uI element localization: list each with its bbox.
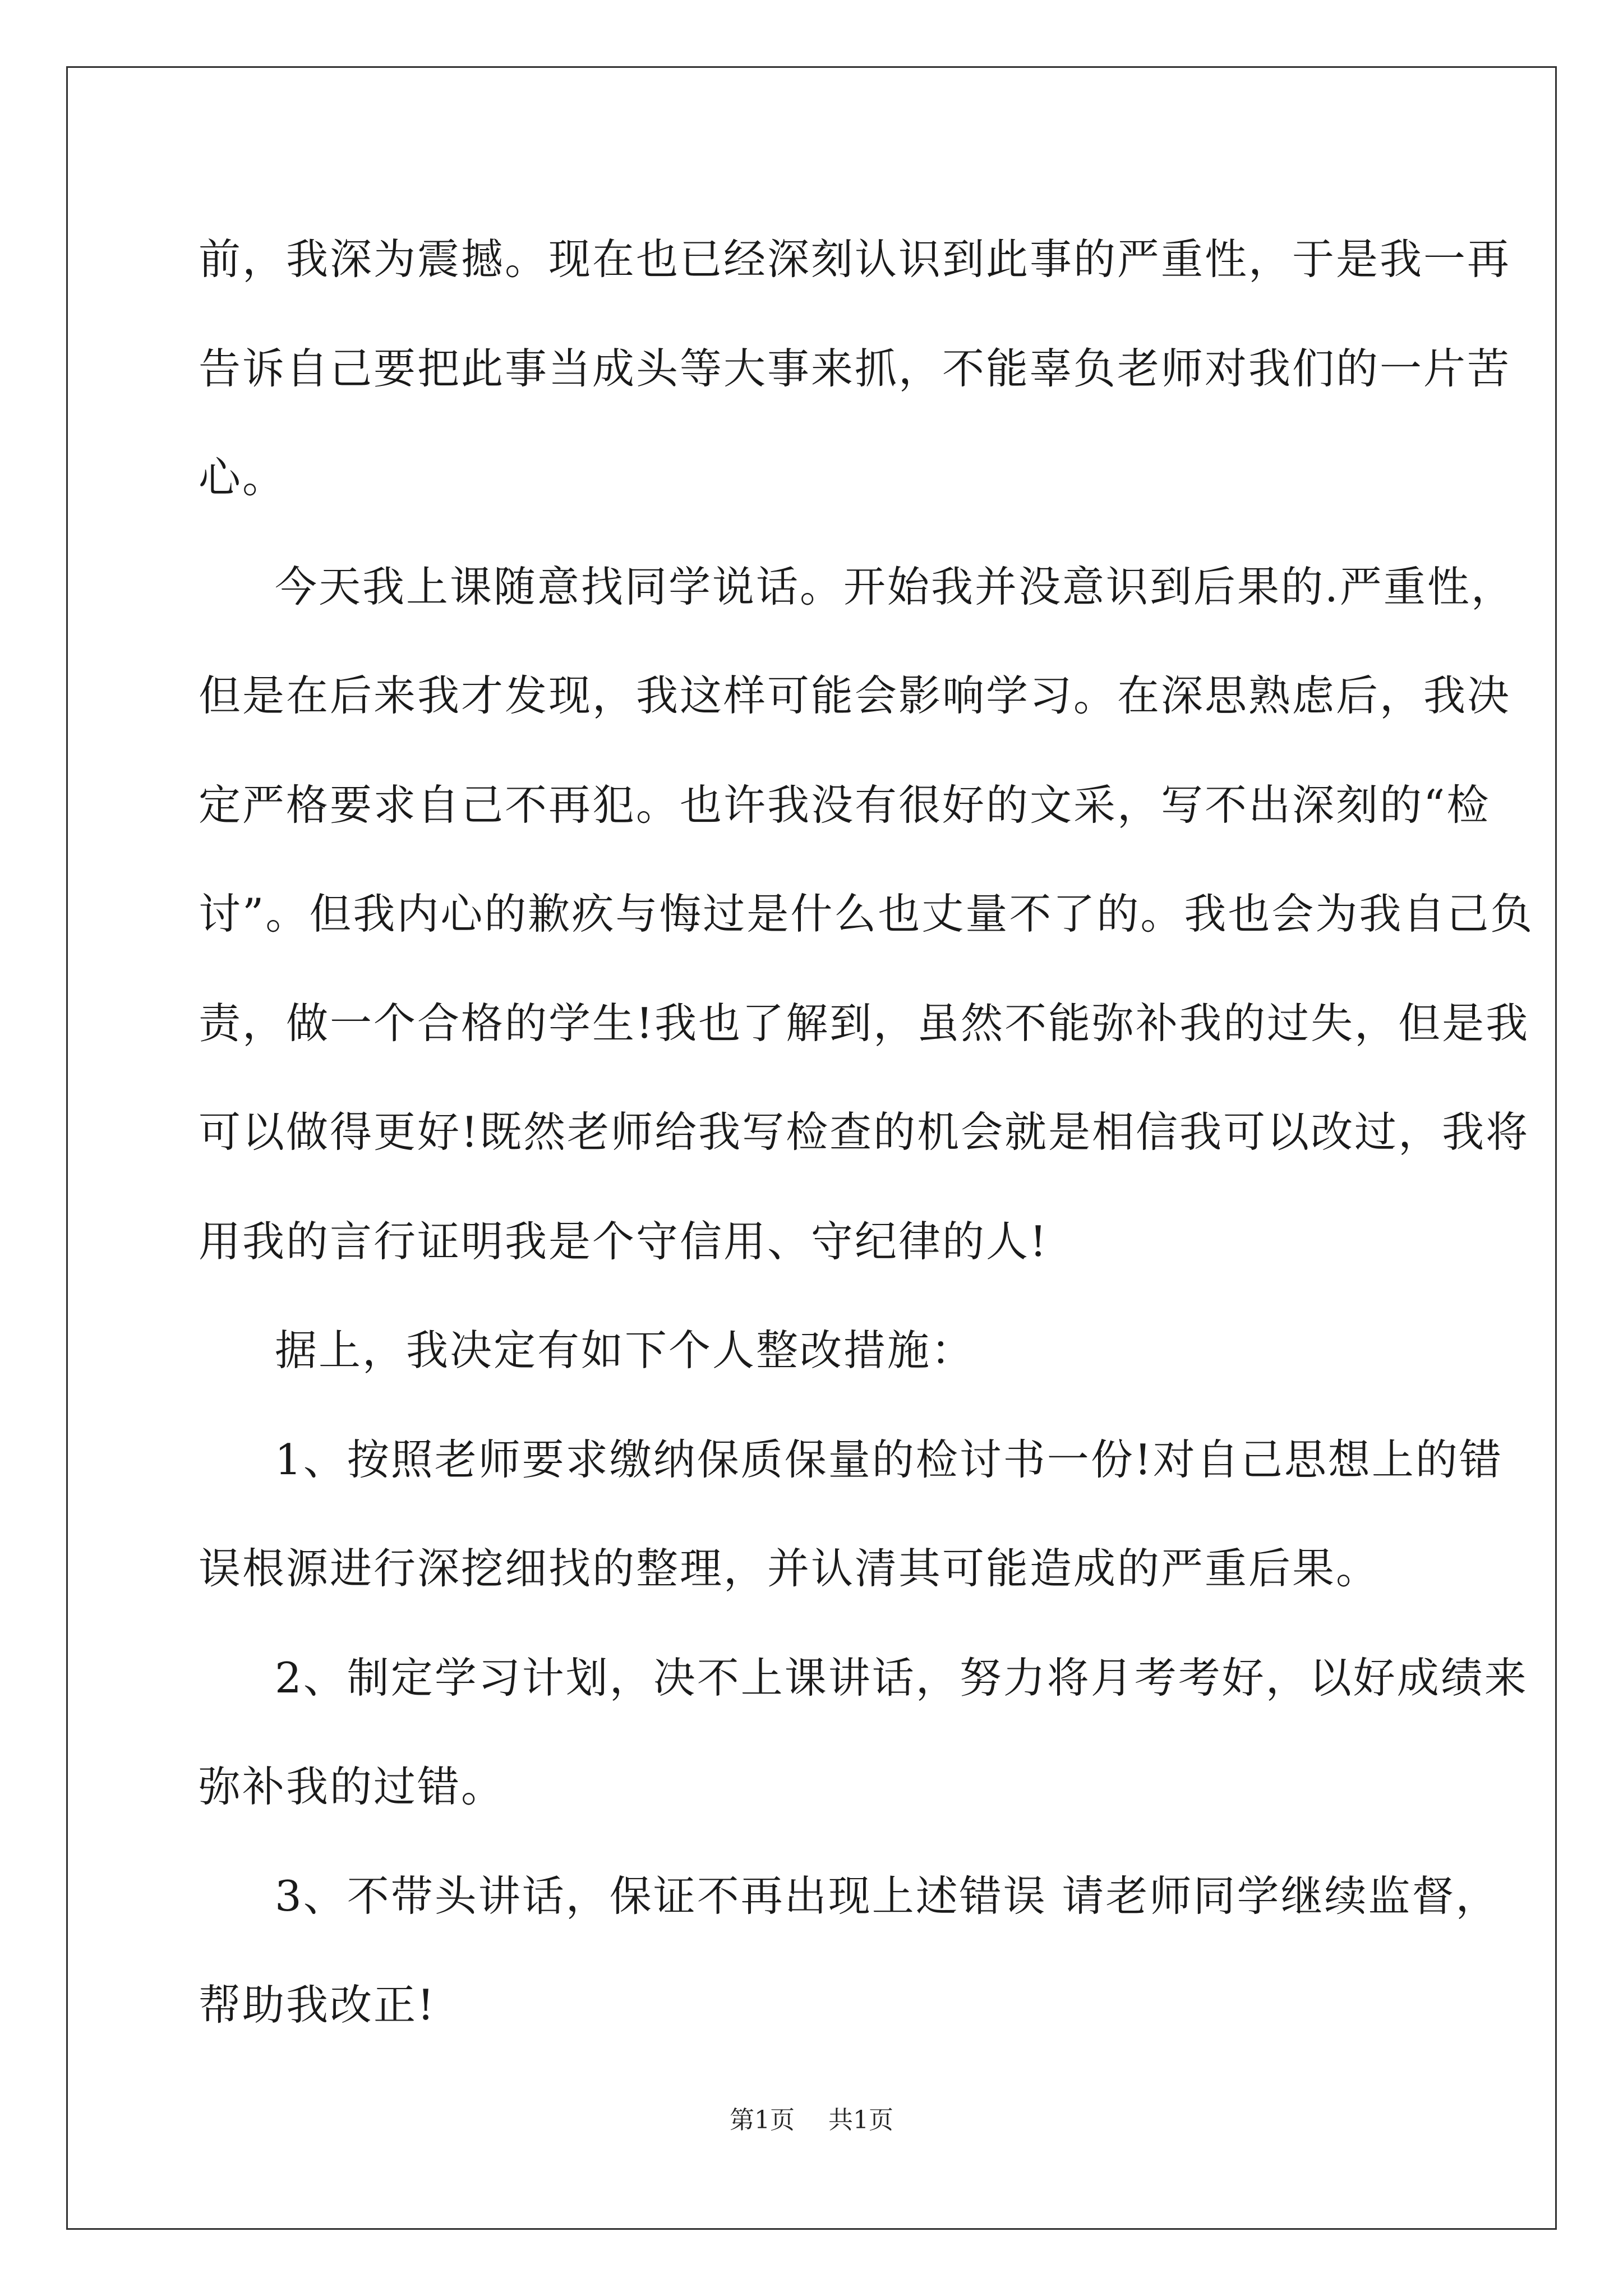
text-line: 前，我深为震撼。现在也已经深刻认识到此事的严重性，于是我一再 <box>199 234 1511 284</box>
text-line: 告诉自己要把此事当成头等大事来抓，不能辜负老师对我们的一片苦 <box>199 343 1511 393</box>
paragraph-start-line: 据上，我决定有如下个人整改措施： <box>275 1326 975 1375</box>
page-total: 共1页 <box>828 2106 893 2134</box>
text-line: 可以做得更好!既然老师给我写检查的机会就是相信我可以改过，我将 <box>199 1107 1530 1157</box>
page-footer <box>0 2104 1623 2137</box>
text-line: 定严格要求自己不再犯。也许我没有很好的文采，写不出深刻的“检 <box>199 780 1491 830</box>
text-line: 责，做一个合格的学生!我也了解到，虽然不能弥补我的过失，但是我 <box>199 998 1530 1048</box>
list-item-2-line: 2、制定学习计划，决不上课讲话，努力将月考考好，以好成绩来 <box>275 1653 1528 1703</box>
text-line: 用我的言行证明我是个守信用、守纪律的人! <box>199 1216 1049 1266</box>
document-body <box>199 205 1534 2060</box>
paragraph-start-line: 今天我上课随意找同学说话。开始我并没意识到后果的.严重性， <box>275 562 1515 611</box>
list-item-3-line: 3、不带头讲话，保证不再出现上述错误 请老师同学继续监督， <box>275 1871 1500 1921</box>
text-line: 但是在后来我才发现，我这样可能会影响学习。在深思熟虑后，我决 <box>199 671 1511 720</box>
text-line: 讨”。但我内心的歉疚与悔过是什么也丈量不了的。我也会为我自己负 <box>199 889 1534 938</box>
page-number: 第1页 <box>730 2106 795 2134</box>
text-line: 弥补我的过错。 <box>199 1762 505 1811</box>
text-line: 心。 <box>199 453 287 502</box>
text-line: 误根源进行深挖细找的整理，并认清其可能造成的严重后果。 <box>199 1544 1380 1593</box>
text-line: 帮助我改正! <box>199 1980 436 2030</box>
list-item-1-line: 1、按照老师要求缴纳保质保量的检讨书一份!对自己思想上的错 <box>275 1434 1503 1484</box>
